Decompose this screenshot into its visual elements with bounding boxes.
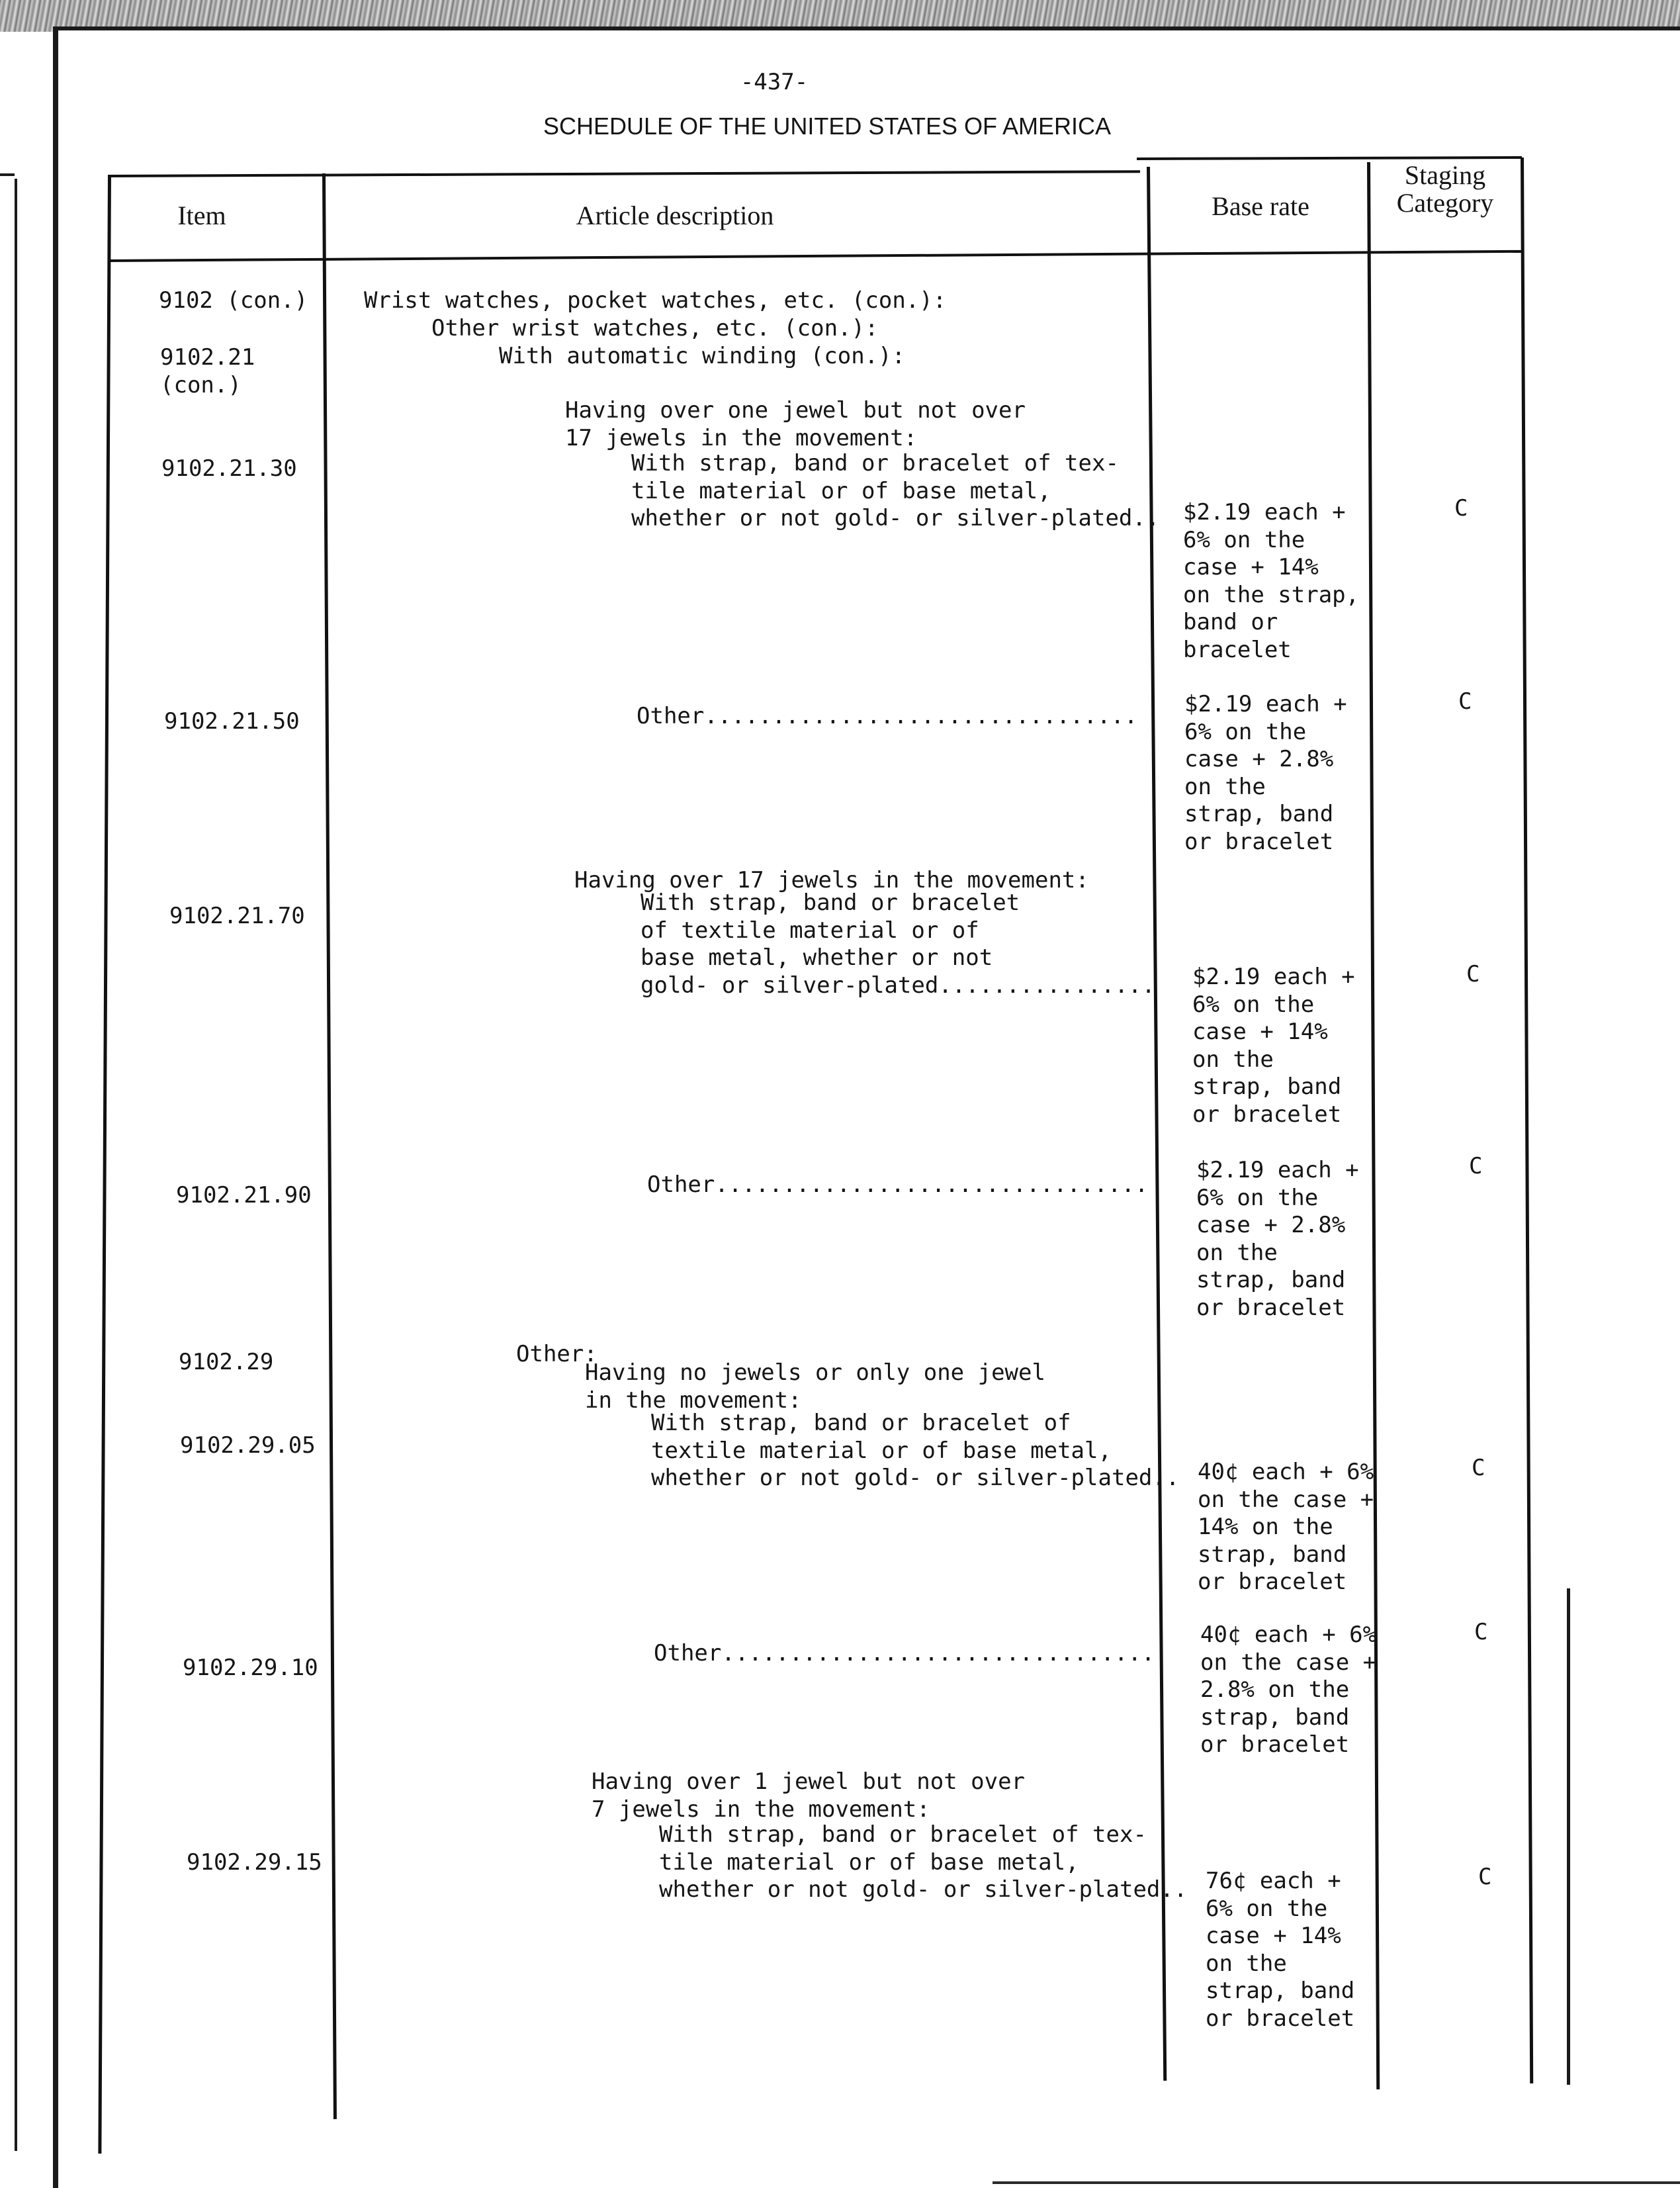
item-code: 9102.21.30 (161, 455, 297, 482)
article-description: Other................................ (647, 1171, 1149, 1198)
item-code: 9102.29.10 (183, 1655, 318, 1681)
item-code: 9102.29 (179, 1349, 274, 1375)
base-rate: $2.19 each + 6% on the case + 2.8% on the strap, band or bracelet (1184, 691, 1347, 855)
article-description: With strap, band or bracelet of textile material or of base metal, whether or not gold- or silver-plated.. (651, 1410, 1180, 1491)
page-number: -437- (740, 69, 809, 95)
article-description: Other................................ (637, 703, 1138, 729)
staging-category: C (1454, 495, 1468, 522)
staging-category: C (1474, 1619, 1488, 1645)
article-description: Other................................ (654, 1640, 1155, 1666)
base-rate: 40¢ each + 6% on the case + 14% on the strap, band or bracelet (1198, 1459, 1374, 1595)
article-description: With strap, band or bracelet of textile material or of base metal, whether or not gold- or silver-plated................ (641, 889, 1155, 999)
column-header-item: Item (177, 201, 226, 230)
base-rate: $2.19 each + 6% on the case + 14% on the strap, band or bracelet (1192, 964, 1355, 1128)
base-rate: 40¢ each + 6% on the case + 2.8% on the strap, band or bracelet (1200, 1621, 1377, 1758)
page-title: SCHEDULE OF THE UNITED STATES OF AMERICA (543, 113, 1112, 140)
base-rate: 76¢ each + 6% on the case + 14% on the strap, band or bracelet (1206, 1868, 1355, 2032)
base-rate: $2.19 each + 6% on the case + 2.8% on the strap, band or bracelet (1196, 1157, 1359, 1321)
column-header-base-rate: Base rate (1212, 191, 1309, 221)
item-code: 9102.29.15 (187, 1849, 322, 1876)
column-header-staging-line1: Staging (1404, 160, 1486, 190)
article-description: Having no jewels or only one jewel in the movement: (585, 1359, 1045, 1414)
item-code: 9102.29.05 (180, 1432, 316, 1459)
article-description: Having over 1 jewel but not over 7 jewels in the movement: (592, 1768, 1026, 1823)
page-right-edge-mark (1567, 1588, 1570, 2085)
article-description: Wrist watches, pocket watches, etc. (con.): (364, 287, 947, 314)
article-description: Other wrist watches, etc. (con.): (431, 315, 879, 342)
article-description: With strap, band or bracelet of tex- tile material or of base metal, whether or not gold- or silver-plated.. (659, 1821, 1188, 1903)
article-description: With automatic winding (con.): (499, 343, 906, 369)
staging-category: C (1472, 1455, 1485, 1481)
column-header-staging-line2: Category (1396, 188, 1494, 218)
item-code: 9102.21 (con.) (160, 344, 255, 398)
column-header-staging (1367, 161, 1523, 217)
adjacent-page-edge-top (0, 173, 15, 176)
adjacent-page-edge (0, 179, 17, 2151)
base-rate: $2.19 each + 6% on the case + 14% on the strap, band or bracelet (1183, 499, 1360, 663)
staging-category: C (1466, 961, 1480, 987)
page-bottom-edge (993, 2181, 1680, 2184)
item-code: 9102 (con.) (159, 287, 308, 314)
staging-category: C (1458, 688, 1472, 715)
article-description: Having over one jewel but not over 17 jewels in the movement: (565, 397, 1026, 451)
staging-category: C (1469, 1153, 1483, 1179)
item-code: 9102.21.90 (176, 1182, 312, 1208)
article-description: Other: (516, 1341, 597, 1367)
item-code: 9102.21.70 (169, 903, 305, 929)
staging-category: C (1478, 1864, 1492, 1890)
item-code: 9102.21.50 (164, 708, 300, 735)
article-description: Having over 17 jewels in the movement: (574, 867, 1089, 893)
column-header-description: Article description (576, 201, 774, 230)
article-description: With strap, band or bracelet of tex- tile material or of base metal, whether or not gold- or silver-plated.. (631, 450, 1160, 531)
